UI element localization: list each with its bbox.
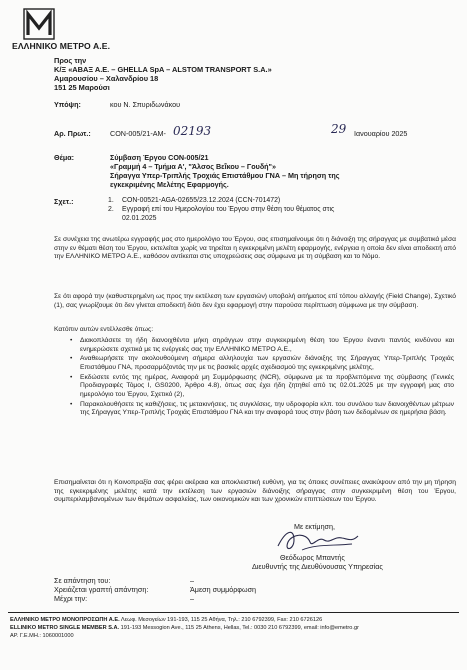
response-value-3: – <box>190 594 194 603</box>
response-label-2: Χρειάζεται γραπτή απάντηση: <box>54 585 149 594</box>
protocol-label: Αρ. Πρωτ.: <box>54 129 91 138</box>
paragraph-3: Κατόπιν αυτών εντέλλεσθε όπως: <box>54 326 154 333</box>
protocol-day: 29 <box>331 122 347 136</box>
protocol-handwritten-number: 02193 <box>173 124 212 138</box>
subject-line-1: Σύμβαση Έργου CON-005/21 <box>110 153 209 162</box>
references-list <box>108 197 454 223</box>
paragraph-1: Σε συνέχεια της ανωτέρω εγγραφής μας στο ημερολόγιο του Έργου, σας επισημαίνουμε ότι η διάνοιξη της σήραγγας με συμβατικά μέσα στην εν θέματι θέση του Έργου, εκτελείται χωρίς να τηρείται η εγκεκριμένη μελέτη εφαρμογής, ενέργεια η οποία δεν είναι αποδεκτή από την ΕΛΛΗΝΙΚΟ ΜΕΤΡΟ Α.Ε., καθόσον αντίκειται στις υποχρεώσεις σας σύμφωνα με τη σύμβαση και το Νόμο. <box>54 236 456 261</box>
list-item: • Διακοπλάσετε τη ήδη διανοιχθέντα μήκη σηράγγων στην συγκεκριμένη θέση του Έργου έναντι παντός κινδύνου και ενημερώσετε σχετικά με τις ενέργειές σας την ΕΛΛΗΝΙΚΟ ΜΕΤΡΟ Α.Ε., <box>70 337 454 353</box>
footer-line-3: ΑΡ. Γ.Ε.ΜΗ.: 1060001000 <box>10 633 74 639</box>
paragraph-2: Σε ότι αφορά την (καθυστερημένη ως προς την εκτέλεση των εργασιών) υποβολή αιτήματος επί τόπου αλλαγής (Field Change), Σχετικό (1), σας γνωρίζουμε ότι δεν γίνεται αποδεκτή διότι δεν έχει εφαρμογή στην παρούσα περίπτωση σύμφωνα με την σύμβαση. <box>54 293 456 309</box>
footer-line-1: ΕΛΛΗΝΙΚΟ ΜΕΤΡΟ ΜΟΝΟΠΡΟΣΩΠΗ Α.Ε. Λεωφ. Μεσογείων 191-193, 115 25 Αθήνα, Τηλ.: 210 6792399, Fax: 210 6726126 <box>10 617 323 623</box>
recipient-line-2: Αμαρουσίου – Χαλανδρίου 18 <box>54 74 159 83</box>
reference-item <box>108 215 454 224</box>
recipient-pros-label: Προς την <box>54 56 87 65</box>
reference-text: CON-00521-AGA-02655/23.12.2024 (CCN-701472) <box>122 197 281 204</box>
handwritten-signature-icon <box>272 524 362 556</box>
protocol-month-year: Ιανουαρίου 2025 <box>354 129 408 138</box>
response-label-3: Μέχρι την: <box>54 594 88 603</box>
reference-text: Εγγραφή επί του Ημερολογίου του Έργου στην θέση του θέματος στις <box>122 205 335 213</box>
bullet-icon: • <box>70 373 73 381</box>
reference-text: 02.01.2025 <box>122 214 157 222</box>
response-value-1: – <box>190 576 194 585</box>
footer-line-2: ELLINIKO METRO SINGLE MEMBER S.A. 191-193 Messogion Ave., 115 25 Athens, Hellas, Tel.: 0030 210 6792399, email: info@emetro.gr <box>10 625 359 631</box>
reference-number: 1. <box>108 197 114 204</box>
recipient-line-1: Κ/Ξ «ΑΒΑΞ Α.Ε. – GHELLA SpA – ALSTOM TRANSPORT S.A.» <box>54 65 272 74</box>
recipient-line-3: 151 25 Μαρούσι <box>54 83 110 92</box>
logo-caption: ΕΛΛΗΝΙΚΟ ΜΕΤΡΟ Α.Ε. <box>12 41 111 51</box>
response-value-2: Άμεση συμμόρφωση <box>190 585 257 594</box>
subject-line-3: Σήραγγα Υπερ-Τριπλής Τροχιάς Επιστάθμου ΓΝΑ – Μη τήρηση της <box>110 171 340 180</box>
protocol-value: CON-005/21-AM- <box>110 129 166 138</box>
subject-line-2: «Γραμμή 4 – Τμήμα Α', "Άλσος Βεΐκου – Γουδή"» <box>110 162 276 171</box>
paragraph-4: Επισημαίνεται ότι η Κοινοπραξία σας φέρει ακέραια και αποκλειστική ευθύνη, για τις όποιες συνέπειες ανακύψουν από την μη τήρηση της εγκεκριμένης μελέτης κατά την εκτέλεση των εργασιών διάνοιξης σήραγγας στην συγκεκριμένη θέση του Έργου, συμπεριλαμβανομένων των θεμάτων ασφαλείας, των οικονομικών και των χρονικών επιπτώσεων του Έργου. <box>54 479 456 504</box>
references-label: Σχετ.: <box>54 197 74 206</box>
response-label-1: Σε απάντηση του: <box>54 576 111 585</box>
signature-role: Διευθυντής της Διευθύνουσας Υπηρεσίας <box>252 562 383 571</box>
bullet-icon: • <box>70 355 73 363</box>
attention-value: κου Ν. Σπυριδωνάκου <box>110 100 181 109</box>
subject-line-4: εγκεκριμένης Μελέτης Εφαρμογής. <box>110 180 229 189</box>
reference-number: 2. <box>108 205 114 213</box>
instructions-list <box>70 337 454 419</box>
bullet-icon: • <box>70 337 73 344</box>
bullet-icon: • <box>70 400 73 408</box>
signature-prefix: Με εκτίμηση, <box>294 522 335 531</box>
footer-divider <box>8 612 459 613</box>
signature-name: Θεόδωρος Μπαντής <box>280 553 345 562</box>
list-item: • Αναθεωρήσετε την ακολουθούμενη σήμερα αλληλουχία των εργασιών διάνοιξης της Σήραγγας Υπερ-Τριπλής Τροχιάς Επιστάθμου ΓΝΑ, προσαρμόζοντάς την με τις βασικές αρχές σχεδιασμού της εγκεκριμένης μελέτης, <box>70 355 454 371</box>
subject-label: Θέμα: <box>54 153 75 162</box>
attention-label: Υπόψη: <box>54 100 81 109</box>
list-item: • Εκδώσετε εντός της ημέρας, Αναφορά μη Συμμόρφωσης (NCR), σύμφωνα με τα προβλεπόμενα της σύμβασης (Γενικές Προδιαγραφές Τόμος Ι, GS0200, Άρθρο 4.8), όπως σας έχει ήδη ζητηθεί από τις 02.01.2025 με την εγγραφή μας στο ημερολόγιο του Έργου, Σχετικό (2), <box>70 373 454 398</box>
reference-number <box>108 215 122 224</box>
reference-item <box>108 197 454 206</box>
list-item: • Παρακολουθήσετε τις καθιζήσεις, τις μετακινήσεις, τις συγκλίσεις, την υδροφορία κλπ. του συνόλου των διανοιχθέντων μέτρων της Σήραγγας Υπερ-Τριπλής Τροχιάς Επιστάθμου ΓΝΑ και την αναφορά τους στην βάση των δεδομένων σε ημερήσια βάση. <box>70 400 454 417</box>
reference-item <box>108 206 454 215</box>
